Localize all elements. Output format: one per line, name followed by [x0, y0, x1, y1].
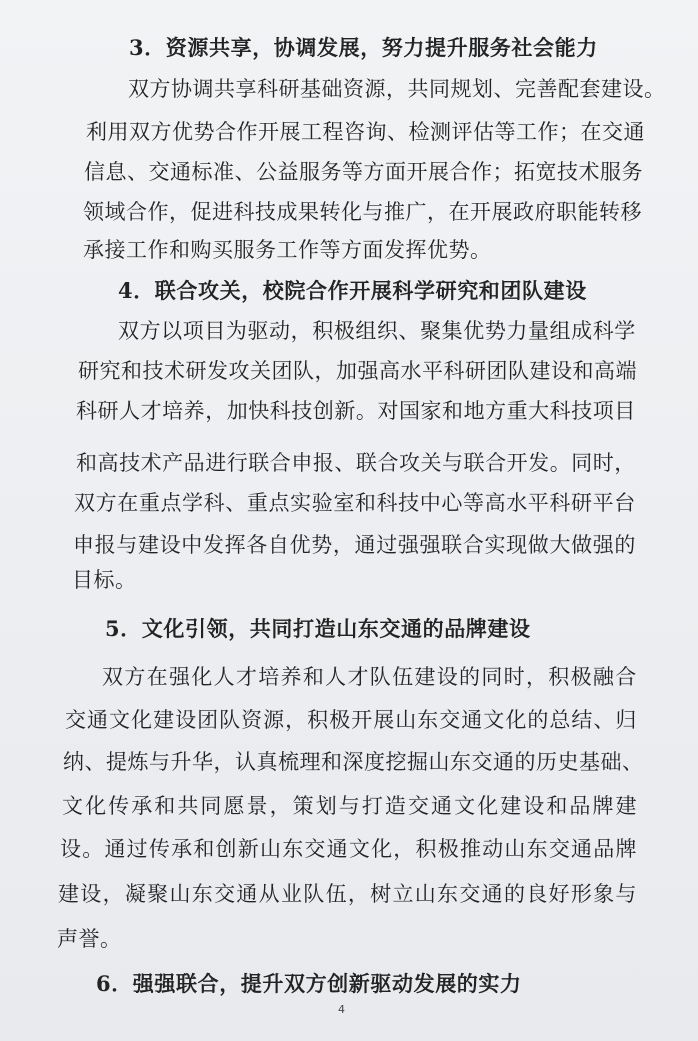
section-5-line-7: 声誉。 — [57, 927, 122, 951]
section-5-line-1: 双 方 在 强 化 人 才 培 养 和 人 才 队 伍 建 设 的 同 时 ， 积 极 融 合 — [102, 665, 637, 689]
section-4-line-1: 双 方 以 项 目 为 驱 动 ， 积 极 组 织 、 聚 集 优 势 力 量 组 成 科 学 — [118, 319, 636, 343]
section-4-heading: 4．联合攻关，校院合作开展科学研究和团队建设 — [118, 278, 587, 303]
section-3-line-3: 信 息 、 交 通 标 准 、 公 益 服 务 等 方 面 开 展 合 作 ； 拓 宽 技 术 服 务 — [84, 160, 643, 184]
section-6-heading: 6．强强联合，提升双方创新驱动发展的实力 — [96, 971, 522, 996]
section-5-line-2: 交 通 文 化 建 设 团 队 资 源 ， 积 极 开 展 山 东 交 通 文 化 的 总 结 、 归 — [65, 708, 637, 732]
section-3-line-2: 利 用 双 方 优 势 合 作 开 展 工 程 咨 询 、 检 测 评 估 等 工 作 ； 在 交 通 — [86, 120, 645, 144]
section-4-line-2: 研 究 和 技 术 研 发 攻 关 团 队 ， 加 强 高 水 平 科 研 团 队 建 设 和 高 端 — [78, 359, 637, 383]
section-5-line-4: 文 化 传 承 和 共 同 愿 景 ， 策 划 与 打 造 交 通 文 化 建 设 和 品 牌 建 — [62, 794, 637, 818]
section-3-line-5: 承接工作和购买服务工作等方面发挥优势。 — [83, 238, 492, 262]
section-5-heading: 5．文化引领，共同打造山东交通的品牌建设 — [105, 616, 531, 641]
section-4-line-3: 科 研 人 才 培 养 ， 加 快 科 技 创 新 。 对 国 家 和 地 方 重 大 科 技 项 目 — [76, 399, 636, 423]
page-number: 4 — [338, 1003, 345, 1016]
section-3-heading: 3．资源共享，协调发展，努力提升服务社会能力 — [129, 35, 598, 60]
section-4-line-4: 和 高 技 术 产 品 进 行 联 合 申 报 、 联 合 攻 关 与 联 合 开 发 。 同 时 ， — [76, 451, 636, 475]
section-4-line-5: 双 方 在 重 点 学 科 、 重 点 实 验 室 和 科 技 中 心 等 高 水 平 科 研 平 台 — [74, 491, 636, 515]
section-4-line-7: 目标。 — [72, 568, 137, 592]
section-3-line-1: 双方协调共享科研基础资源，共同规划、完善配套建设。 — [128, 77, 666, 101]
section-4-line-6: 申 报 与 建 设 中 发 挥 各 自 优 势 ， 通 过 强 强 联 合 实 现 做 大 做 强 的 — [73, 533, 636, 557]
section-5-line-5: 设 。 通 过 传 承 和 创 新 山 东 交 通 文 化 ， 积 极 推 动 山 东 交 通 品 牌 — [60, 837, 637, 861]
section-5-line-6: 建 设 ， 凝 聚 山 东 交 通 从 业 队 伍 ， 树 立 山 东 交 通 的 良 好 形 象 与 — [58, 882, 637, 906]
section-3-line-4: 领 域 合 作 ， 促 进 科 技 成 果 转 化 与 推 广 ， 在 开 展 政 府 职 能 转 移 — [83, 200, 642, 224]
section-5-line-3: 纳 、 提 炼 与 升 华 ， 认 真 梳 理 和 深 度 挖 掘 山 东 交 通 的 历 史 基 础 、 — [63, 750, 644, 774]
